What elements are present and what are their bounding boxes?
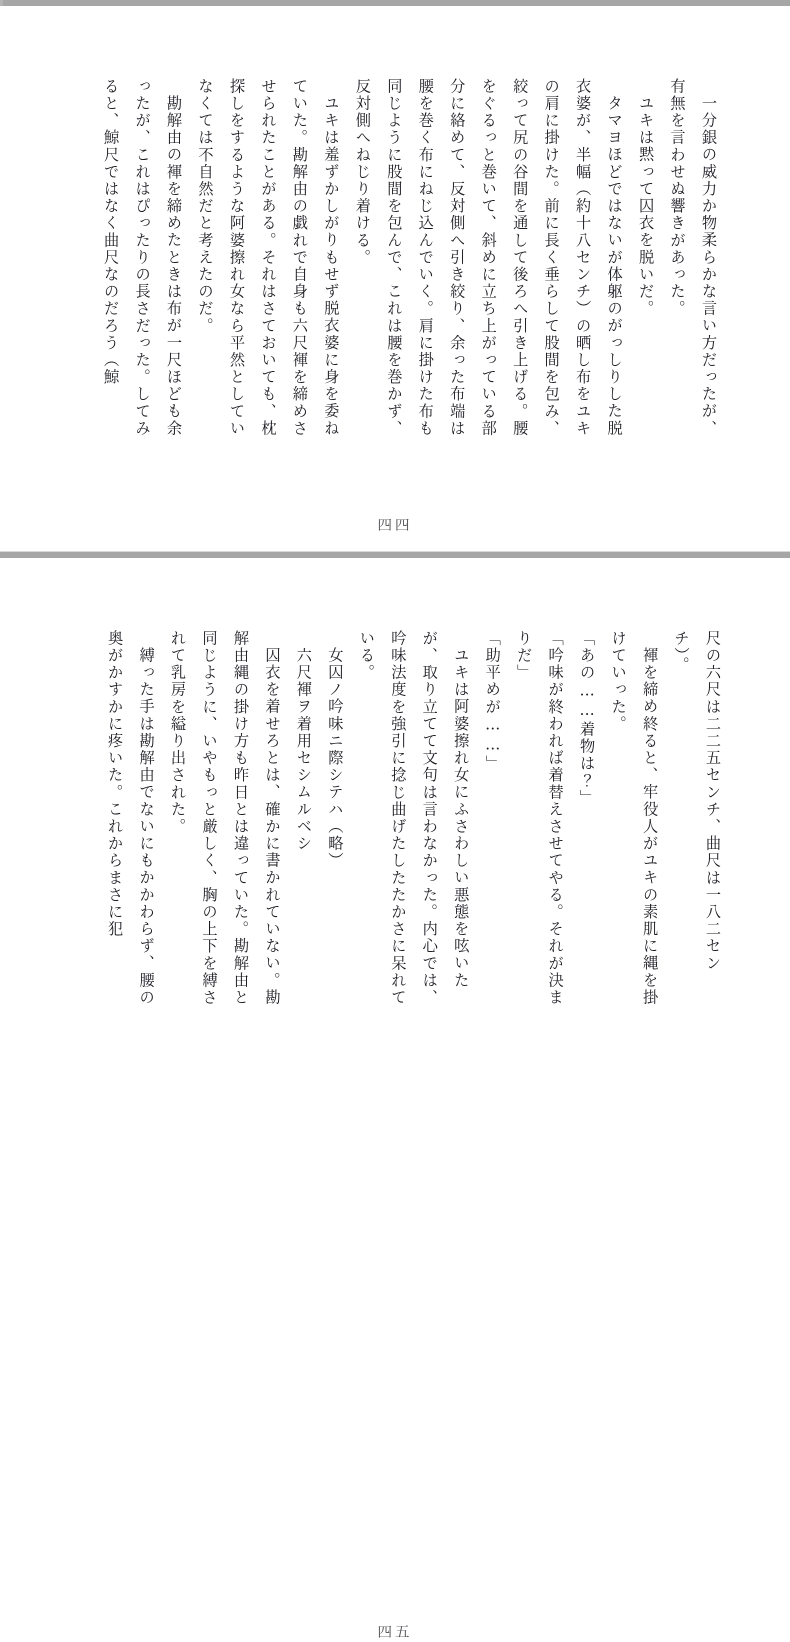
citation-line: 女囚ノ吟味ニ際シテハ（略）: [326, 647, 345, 870]
page-45: [0, 558, 790, 1641]
page-45-text-body: [66, 630, 728, 1010]
paragraph: 縛った手は勘解由でないにもかかわらず、腰の奥がかすかに疼いた。これからまさに犯: [106, 630, 156, 1007]
page-number-44: 四四: [377, 518, 413, 534]
dialogue-line: 「助平めが……」: [483, 630, 502, 773]
page-44-text-body: [68, 78, 724, 450]
paragraph: ユキは阿婆擦れ女にふさわしい悪態を呟いたが、取り立てて文句は言わなかった。内心では、吟味法度を強引に捻じ曲げたしたたかさに呆れている。: [357, 630, 471, 1007]
paragraph: ユキは黙って囚衣を脱いだ。: [637, 95, 656, 318]
page-44: [0, 6, 790, 551]
dialogue-line: 「あの……着物は？」: [578, 630, 597, 807]
paragraph: 褌を締め終ると、牢役人がユキの素肌に縄を掛けていった。: [609, 630, 660, 1007]
paragraph: 囚衣を着せろとは、確かに書かれていない。勘解由縄の掛け方も昨日とは違っていた。勘解由と同じように、いやもっと厳しく、胸の上下を縛されて乳房を縊り出された。: [169, 630, 282, 1007]
citation-line: 六尺褌ヲ着用セシムルベシ: [294, 647, 313, 853]
paragraph: タマヨほどではないが体躯のがっしりした脱衣婆が、半幅（約十八センチ）の晒し布をユキの肩に掛けた。前に長く垂らして股間を包み、絞って尻の谷間を通して後ろへ引き上げる。腰をぐるっと巻いて、斜めに立ち上がっている部分に絡めて、反対側へ引き絞り、余った布端は腰を巻く布にねじ込んでいく。肩に掛けた布も同じように股間を包んで、これは腰を巻かず、反対側へねじり着ける。: [353, 78, 624, 438]
paragraph: 一分銀の威力か物柔らかな言い方だったが、有無を言わせぬ響きがあった。: [668, 78, 718, 438]
dialogue-line: 「吟味が終われば着替えさせてやる。それが決まりだ」: [515, 630, 565, 1007]
paragraph: 勘解由の褌を締めたときは布が一尺ほども余ったが、これはぴったりの長さだった。してみると、鯨尺ではなく曲尺なのだろう（鯨: [102, 78, 184, 438]
paragraph: ユキは羞ずかしがりもせず脱衣婆に身を委ねていた。勘解由の戯れで自身も六尺褌を締めさせられたことがある。それはさておいても、枕探しをするような阿婆擦れ女なら平然としていなくては不自然だと考えたのだ。: [196, 78, 341, 438]
paragraph: 尺の六尺は二二五センチ、曲尺は一八二センチ）。: [672, 630, 722, 972]
page-number-45: 四五: [377, 1625, 413, 1641]
